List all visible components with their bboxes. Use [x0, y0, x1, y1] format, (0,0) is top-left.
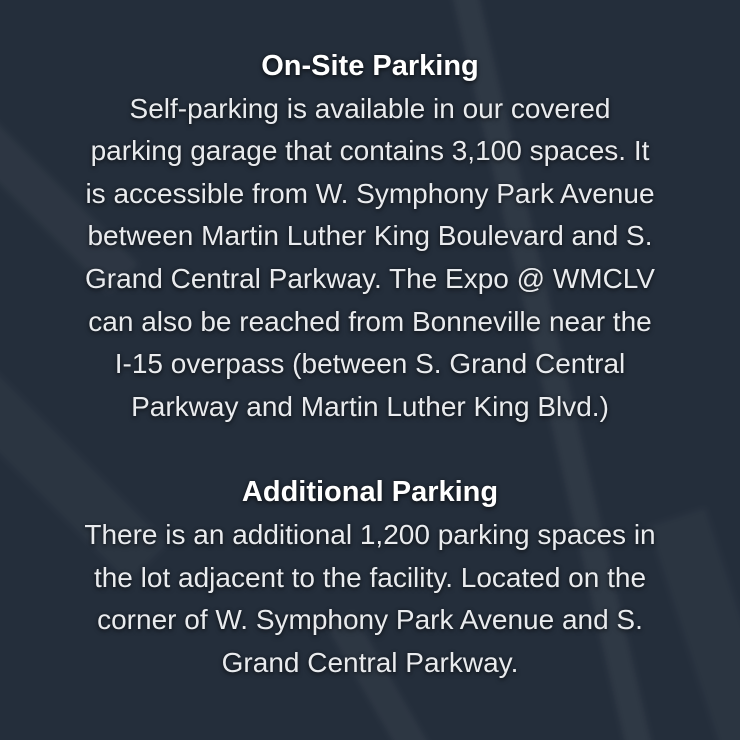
body-line: I-15 overpass (between S. Grand Central: [114, 348, 626, 380]
body-line: is accessible from W. Symphony Park Avenue: [85, 177, 655, 209]
body-line: Grand Central Parkway.: [221, 646, 519, 678]
body-line: between Martin Luther King Boulevard and S.: [87, 220, 653, 252]
section-additional-parking: [30, 471, 710, 684]
text-content: [30, 0, 710, 684]
body-line: corner of W. Symphony Park Avenue and S.: [97, 604, 643, 636]
body-line: can also be reached from Bonneville near the: [88, 305, 652, 337]
body-line: Parkway and Martin Luther King Blvd.): [131, 390, 609, 422]
body-line: the lot adjacent to the facility. Located on the: [93, 561, 647, 593]
section-on-site-parking: [30, 45, 710, 428]
section-heading: Additional Parking: [241, 476, 499, 509]
body-line: parking garage that contains 3,100 spaces. It: [90, 135, 650, 167]
section-heading: On-Site Parking: [261, 50, 479, 82]
body-line: There is an additional 1,200 parking spaces in: [84, 518, 656, 550]
body-line: Grand Central Parkway. The Expo @ WMCLV: [85, 262, 655, 294]
body-line: Self-parking is available in our covered: [129, 92, 611, 124]
